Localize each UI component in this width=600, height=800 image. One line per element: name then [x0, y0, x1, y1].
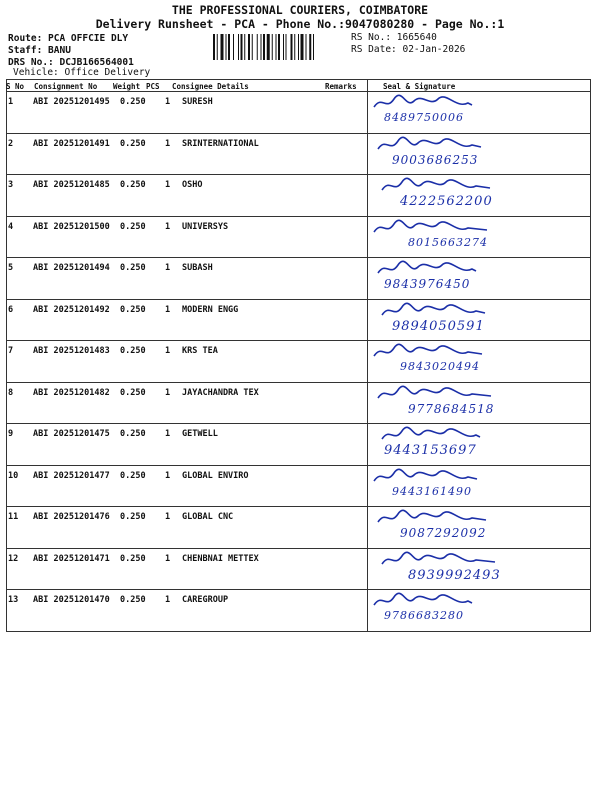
row-consignment-no: ABI 20251201500 [33, 221, 110, 232]
barcode-bar [272, 34, 273, 60]
barcode-bar [301, 34, 304, 60]
barcode-bar [241, 34, 243, 60]
row-divider [6, 133, 591, 134]
handwritten-phone: 9443161490 [392, 484, 472, 498]
row-consignment-no: ABI 20251201491 [33, 138, 110, 149]
barcode-bar [228, 34, 230, 60]
company-title: THE PROFESSIONAL COURIERS, COIMBATORE [171, 3, 429, 17]
row-sno: 7 [8, 346, 14, 356]
handwritten-phone: 4222562200 [400, 194, 493, 209]
row-consignee: MODERN ENGG [182, 304, 239, 315]
barcode-bar [221, 34, 224, 60]
signature-scribble [376, 508, 496, 526]
row-weight: 0.250 [120, 263, 146, 273]
barcode-bar [294, 34, 295, 60]
barcode-bar [313, 34, 314, 60]
row-weight: 0.250 [120, 97, 146, 107]
row-sno: 11 [8, 512, 19, 522]
row-pcs: 1 [165, 138, 171, 149]
runsheet-subtitle: Delivery Runsheet - PCA - Phone No.:9047080280 - Page No.:1 [95, 17, 505, 31]
barcode-bar [263, 34, 265, 60]
barcode-bar [298, 34, 299, 60]
row-divider [6, 423, 591, 424]
row-consignee: GLOBAL CNC [182, 512, 234, 522]
table-header-border [6, 91, 591, 92]
col-consignee: Consignee Details [172, 82, 249, 91]
barcode-bar [257, 34, 258, 60]
row-consignment-no: ABI 20251201476 [33, 512, 110, 522]
row-divider [6, 465, 591, 466]
col-seal-signature: Seal & Signature [383, 82, 456, 91]
row-pcs: 1 [165, 97, 171, 107]
barcode-bar [226, 34, 227, 60]
barcode-bar [306, 34, 307, 60]
row-consignment-no: ABI 20251201475 [33, 429, 110, 439]
signature-scribble [372, 591, 492, 609]
barcode-bar [276, 34, 277, 60]
barcode-bar [286, 34, 287, 60]
barcode-bar [244, 34, 245, 60]
row-consignment-no: ABI 20251201494 [33, 263, 110, 273]
signature-scribble [380, 301, 500, 319]
signature-scribble [380, 425, 500, 443]
route-label: Route: PCA OFFCIE DLY [8, 33, 129, 44]
row-consignment-no: ABI 20251201485 [33, 180, 110, 190]
handwritten-phone: 9786683280 [384, 609, 464, 622]
row-sno: 2 [8, 138, 14, 149]
signature-scribble [372, 218, 492, 236]
barcode-bar [248, 34, 250, 60]
row-weight: 0.250 [120, 553, 146, 564]
row-consignee: GETWELL [182, 429, 218, 439]
row-divider [6, 257, 591, 258]
handwritten-phone: 9443153697 [384, 443, 477, 458]
row-divider [6, 299, 591, 300]
row-divider [6, 174, 591, 175]
row-consignment-no: ABI 20251201470 [33, 595, 110, 605]
table-top-border [6, 79, 591, 80]
row-weight: 0.250 [120, 595, 146, 605]
row-weight: 0.250 [120, 138, 146, 149]
row-pcs: 1 [165, 553, 171, 564]
row-weight: 0.250 [120, 429, 146, 439]
row-pcs: 1 [165, 512, 171, 522]
row-divider [6, 548, 591, 549]
row-sno: 12 [8, 553, 19, 564]
row-sno: 4 [8, 221, 14, 232]
row-consignment-no: ABI 20251201477 [33, 470, 110, 481]
row-consignment-no: ABI 20251201495 [33, 97, 110, 107]
signature-scribble [372, 93, 492, 111]
row-consignee: KRS TEA [182, 346, 218, 356]
row-divider [6, 631, 591, 632]
row-divider [6, 340, 591, 341]
row-pcs: 1 [165, 595, 171, 605]
col-pcs: PCS [146, 82, 160, 91]
row-pcs: 1 [165, 180, 171, 190]
vehicle-label: Vehicle: Office Delivery [13, 67, 151, 78]
row-consignment-no: ABI 20251201482 [33, 387, 110, 398]
handwritten-phone: 9778684518 [408, 401, 495, 416]
handwritten-phone: 9894050591 [392, 318, 485, 334]
drs-label: DRS No.: DCJB166564001 [8, 57, 134, 68]
signature-scribble [380, 550, 500, 568]
col-weight: Weight [113, 82, 141, 91]
row-sno: 8 [8, 387, 14, 398]
handwritten-phone: 9843976450 [384, 277, 471, 291]
row-divider [6, 382, 591, 383]
row-sno: 6 [8, 304, 14, 315]
row-weight: 0.250 [120, 304, 146, 315]
row-consignment-no: ABI 20251201492 [33, 304, 110, 315]
row-consignee: CAREGROUP [182, 595, 229, 605]
row-pcs: 1 [165, 346, 171, 356]
handwritten-phone: 9843020494 [400, 360, 480, 373]
handwritten-phone: 8489750006 [384, 111, 464, 124]
handwritten-phone: 8939992493 [408, 567, 501, 583]
row-pcs: 1 [165, 429, 171, 439]
row-weight: 0.250 [120, 512, 146, 522]
row-consignee: JAYACHANDRA TEX [182, 387, 259, 398]
handwritten-phone: 8015663274 [408, 235, 488, 249]
col-consignment: Consignment No [34, 82, 98, 91]
row-weight: 0.250 [120, 346, 146, 356]
signature-scribble [376, 135, 496, 153]
row-weight: 0.250 [120, 180, 146, 190]
row-sno: 10 [8, 470, 19, 481]
barcode-bar [283, 34, 284, 60]
row-pcs: 1 [165, 221, 171, 232]
row-sno: 5 [8, 263, 14, 273]
barcode-bar [291, 34, 293, 60]
row-consignee: SRINTERNATIONAL [182, 138, 259, 149]
barcode-bar [233, 34, 234, 60]
row-pcs: 1 [165, 304, 171, 315]
barcode-bar [213, 34, 215, 60]
handwritten-phone: 9087292092 [400, 526, 487, 540]
row-pcs: 1 [165, 387, 171, 398]
signature-scribble [376, 384, 496, 402]
row-consignee: OSHO [182, 180, 203, 190]
barcode-bar [278, 34, 280, 60]
row-weight: 0.250 [120, 221, 146, 232]
row-divider [6, 216, 591, 217]
row-consignee: CHENBNAI METTEX [182, 553, 259, 564]
row-weight: 0.250 [120, 470, 146, 481]
signature-scribble [376, 259, 496, 277]
row-sno: 13 [8, 595, 19, 605]
row-consignment-no: ABI 20251201471 [33, 553, 110, 564]
row-divider [6, 589, 591, 590]
signature-scribble [380, 176, 500, 194]
row-sno: 1 [8, 97, 14, 107]
barcode-bar [309, 34, 311, 60]
col-sno: S No [6, 82, 25, 91]
row-sno: 9 [8, 429, 14, 439]
barcode-bar [217, 34, 218, 60]
row-consignee: GLOBAL ENVIRO [182, 470, 249, 481]
barcode-bar [261, 34, 262, 60]
row-consignment-no: ABI 20251201483 [33, 346, 110, 356]
barcode-bar [252, 34, 253, 60]
barcode-bar [238, 34, 239, 60]
barcode-image [213, 34, 345, 60]
col-remarks: Remarks [325, 82, 357, 91]
staff-label: Staff: BANU [8, 45, 71, 56]
rs-number: RS No.: 1665640 [351, 32, 437, 43]
row-pcs: 1 [165, 263, 171, 273]
rs-date: RS Date: 02-Jan-2026 [351, 44, 466, 55]
signature-scribble [372, 467, 492, 485]
row-pcs: 1 [165, 470, 171, 481]
handwritten-phone: 9003686253 [392, 152, 479, 167]
row-consignee: SURESH [182, 97, 213, 107]
row-consignee: UNIVERSYS [182, 221, 229, 232]
row-sno: 3 [8, 180, 14, 190]
barcode-bar [267, 34, 270, 60]
signature-scribble [372, 342, 492, 360]
row-consignee: SUBASH [182, 263, 213, 273]
row-divider [6, 506, 591, 507]
row-weight: 0.250 [120, 387, 146, 398]
